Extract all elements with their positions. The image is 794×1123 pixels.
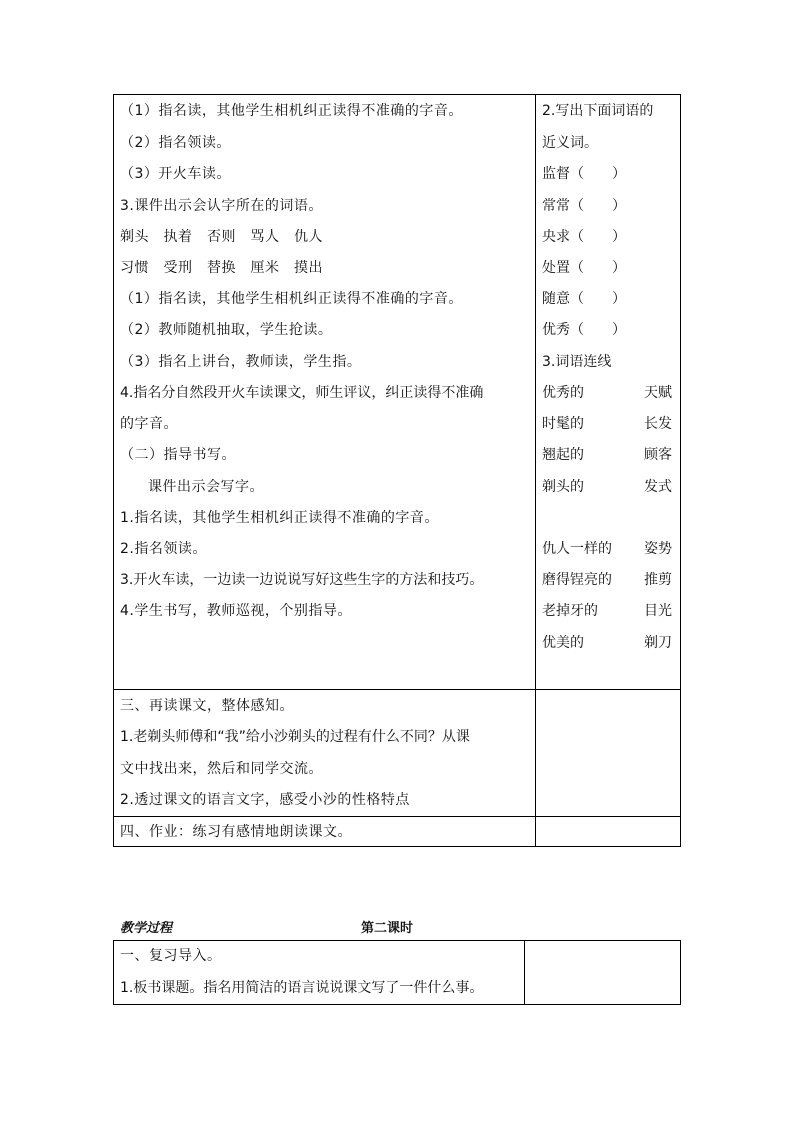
text-line: （3）开火车读。: [120, 166, 231, 182]
match-right: 长发: [644, 416, 672, 432]
match-left: 时髦的: [542, 416, 584, 432]
exercise-title: 3.词语连线: [542, 354, 612, 370]
text-line: 的字音。: [120, 416, 178, 432]
exercise-title: 2.写出下面词语的: [542, 103, 654, 119]
match-right: 推剪: [644, 572, 672, 588]
text-line: （3）指名上讲台，教师读，学生指。: [120, 354, 362, 370]
match-right: 姿势: [644, 541, 672, 557]
column-divider-1: [535, 94, 536, 847]
match-right: 剃刀: [644, 635, 672, 651]
teaching-process-label: 教学过程: [120, 921, 173, 936]
text-line: 3.开火车读，一边读一边说说写好这些生字的方法和技巧。: [120, 572, 484, 588]
text-line: 1.指名读，其他学生相机纠正读得不准确的字音。: [120, 510, 439, 526]
word-list-line: 习惯 受刑 替换 厘米 摸出: [120, 260, 323, 276]
text-line: （1）指名读，其他学生相机纠正读得不准确的字音。: [120, 103, 463, 119]
text-line: 4.指名分自然段开火车读课文，师生评议，纠正读得不准确: [120, 385, 484, 401]
section-heading: 一、复习导入。: [120, 948, 222, 964]
match-right: 发式: [644, 479, 672, 495]
exercise-title: 近义词。: [542, 135, 598, 151]
row-divider-2: [113, 816, 681, 817]
text-line: （二）指导书写。: [120, 447, 236, 463]
text-line: 1.老剃头师傅和“我”给小沙剃头的过程有什么不同？从课: [120, 729, 470, 745]
synonym-item: 优秀（ ）: [542, 322, 626, 338]
match-left: 优秀的: [542, 385, 584, 401]
match-left: 老掉牙的: [542, 603, 598, 619]
text-line: 课件出示会写字。: [148, 479, 264, 495]
synonym-item: 随意（ ）: [542, 291, 626, 307]
match-right: 目光: [644, 603, 672, 619]
text-line: 2.透过课文的语言文字，感受小沙的性格特点: [120, 792, 410, 808]
section-heading: 三、再读课文，整体感知。: [120, 698, 294, 714]
column-divider-2: [524, 940, 525, 1005]
text-line: 4.学生书写，教师巡视，个别指导。: [120, 603, 352, 619]
match-left: 仇人一样的: [542, 541, 612, 557]
text-line: （2）指名领读。: [120, 135, 231, 151]
synonym-item: 常常（ ）: [542, 198, 626, 214]
lesson-period-label: 第二课时: [361, 921, 414, 936]
match-left: 翘起的: [542, 447, 584, 463]
synonym-item: 监督（ ）: [542, 166, 626, 182]
match-left: 优美的: [542, 635, 584, 651]
text-line: 2.指名领读。: [120, 541, 207, 557]
match-left: 磨得锃亮的: [542, 572, 612, 588]
match-left: 剃头的: [542, 479, 584, 495]
text-line: （1）指名读，其他学生相机纠正读得不准确的字音。: [120, 291, 463, 307]
homework-line: 四、作业：练习有感情地朗读课文。: [120, 824, 352, 840]
word-list-line: 剃头 执着 否则 骂人 仇人: [120, 229, 323, 245]
text-line: 1.板书课题。指名用简洁的语言说说课文写了一件什么事。: [120, 980, 484, 996]
text-line: 文中找出来，然后和同学交流。: [120, 761, 323, 777]
text-line: 3.课件出示会认字所在的词语。: [120, 198, 323, 214]
match-right: 天赋: [644, 385, 672, 401]
synonym-item: 央求（ ）: [542, 229, 626, 245]
text-line: （2）教师随机抽取，学生抢读。: [120, 322, 333, 338]
synonym-item: 处置（ ）: [542, 260, 626, 276]
row-divider-1: [113, 689, 681, 690]
match-right: 顾客: [644, 447, 672, 463]
